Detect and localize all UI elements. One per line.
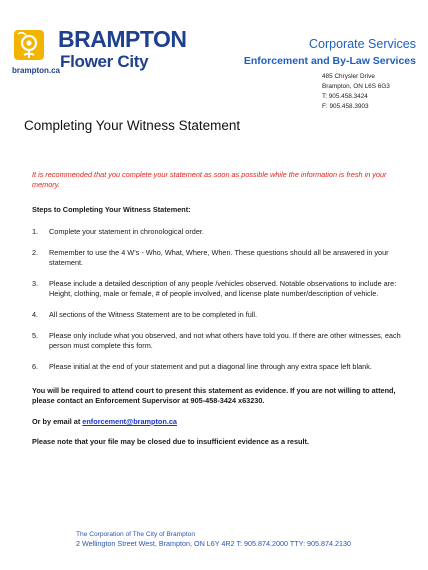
email-contact: [32, 417, 402, 427]
step-item: [32, 362, 402, 372]
step-number: 6.: [32, 361, 39, 371]
step-number: 3.: [32, 278, 39, 288]
step-text: Remember to use the 4 W’s - Who, What, Where, When. These questions should all be answered in your statement.: [49, 247, 389, 267]
department-name: Corporate Services: [309, 37, 416, 51]
division-name: Enforcement and By-Law Services: [243, 55, 416, 67]
page-title: Completing Your Witness Statement: [24, 118, 241, 133]
step-number: 2.: [32, 247, 39, 257]
logo-url: brampton.ca: [12, 66, 61, 75]
address-line: Brampton, ON L6S 6G3: [322, 83, 390, 90]
step-text: Please include a detailed description of any people /vehicles observed. Notable observations to include are: Height, clothing, male or female, # of people involved, and license plate number/description of vehicle.: [49, 278, 397, 299]
footer-address: 2 Wellington Street West, Brampton, ON L6Y 4R2 T: 905.874.2000 TTY: 905.874.2130: [76, 539, 352, 548]
brampton-logo[interactable]: [12, 26, 187, 78]
step-item: [32, 227, 402, 237]
step-number: 4.: [32, 309, 39, 319]
closing-notice: Please note that your file may be closed due to insufficient evidence as a result.: [32, 436, 309, 446]
phone-line: T: 905.458.3424: [322, 93, 368, 100]
footer-corporation: The Corporation of The City of Brampton: [76, 531, 195, 538]
step-item: [32, 310, 402, 320]
step-number: 1.: [32, 226, 39, 236]
step-item: [32, 248, 402, 269]
step-number: 5.: [32, 330, 39, 340]
step-text: Please only include what you observed, and not what others have told you. If there are other witnesses, each person must complete this form.: [49, 330, 401, 350]
step-text: All sections of the Witness Statement are to be completed in full.: [49, 309, 258, 319]
steps-heading: Steps to Completing Your Witness Statement:: [32, 204, 191, 214]
logo-wordmark: BRAMPTON: [58, 26, 187, 52]
step-item: [32, 331, 402, 352]
email-prefix: Or by email at: [32, 416, 83, 426]
office-address: [322, 72, 390, 112]
court-notice: You will be required to attend court to present this statement as evidence. If you are not willing to attend, please contact an Enforcement Supervisor at 905-458-3424 x63230.: [32, 386, 396, 406]
page-footer: [76, 530, 351, 548]
step-text: Please initial at the end of your statement and put a diagonal line through any extra space left blank.: [49, 361, 372, 371]
fax-line: F: 905.458.3903: [322, 103, 369, 110]
flower-logo-icon: [12, 28, 58, 64]
step-item: [32, 279, 402, 300]
recommendation-note: It is recommended that you complete your statement as soon as possible while the information is fresh in your memory.: [32, 170, 387, 190]
logo-tagline: Flower City: [60, 52, 149, 71]
address-line: 485 Chrysler Drive: [322, 73, 375, 80]
document-body: [32, 170, 402, 457]
step-text: Complete your statement in chronological order.: [49, 226, 204, 236]
email-link[interactable]: enforcement@brampton.ca: [82, 416, 177, 426]
